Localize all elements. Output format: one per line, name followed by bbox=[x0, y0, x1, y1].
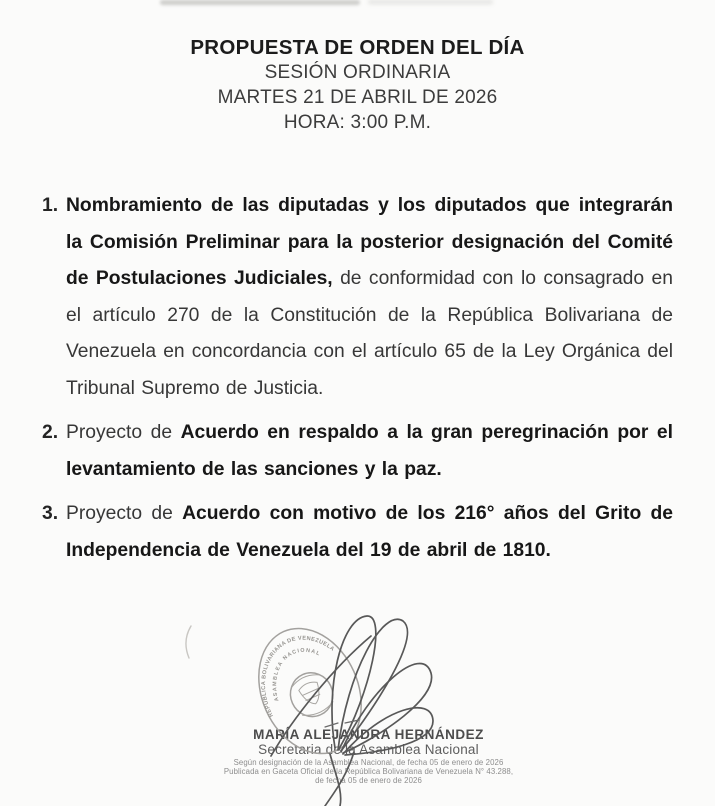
document-title: PROPUESTA DE ORDEN DEL DÍA bbox=[190, 36, 525, 59]
text-segment: Acuerdo en respaldo a la gran peregrinación por el levantamiento de las sanciones y la paz. bbox=[66, 422, 674, 480]
text-segment: Nombramiento de las diputadas y los diputados que integrarán la Comisión Preliminar para la posterior designación del Comité de Postulaciones Judiciales, bbox=[66, 195, 673, 289]
agenda-item-number: 3. bbox=[42, 503, 59, 524]
stamp-coat-of-arms bbox=[283, 666, 339, 723]
scan-artifact-curve bbox=[186, 626, 191, 658]
agenda-item-number: 1. bbox=[42, 195, 59, 216]
session-type: SESIÓN ORDINARIA bbox=[264, 62, 451, 83]
session-date: MARTES 21 DE ABRIL DE 2026 bbox=[217, 87, 498, 108]
designation-note-line: Según designación de la Asamblea Nacional, de fecha 05 de enero de 2026 bbox=[233, 758, 504, 767]
text-segment: Acuerdo con motivo de los 216° años del Grito de Independencia de Venezuela del 19 de abril de 1810. bbox=[66, 503, 674, 561]
document-header bbox=[0, 35, 715, 135]
agenda-item-2 bbox=[42, 415, 673, 488]
scan-artifact-top bbox=[160, 0, 360, 5]
agenda-item-1 bbox=[42, 188, 673, 407]
text-segment: Proyecto de bbox=[66, 422, 181, 443]
designation-note-line: de fecha 05 de enero de 2026 bbox=[315, 776, 422, 786]
agenda-item-3 bbox=[42, 496, 673, 569]
scan-artifact-top bbox=[368, 0, 493, 4]
agenda-item-text bbox=[66, 496, 673, 569]
agenda-item-number: 2. bbox=[42, 422, 59, 443]
stamp-ring-text-inner: ASAMBLEA NACIONAL bbox=[272, 647, 322, 702]
agenda-list bbox=[42, 188, 673, 577]
designation-note-line: Publicada en Gaceta Oficial de la República Bolivariana de Venezuela N° 43.288, bbox=[223, 767, 514, 777]
signer-designation-notes bbox=[11, 758, 715, 786]
text-segment: de conformidad con lo consagrado en el artículo 270 de la Constitución de la República Bolivariana de Venezuela en concordancia con el artículo 65 de la Ley Orgánica del Tribunal Supremo de Justicia. bbox=[66, 268, 673, 399]
agenda-item-text bbox=[66, 188, 673, 407]
signer-name: MARÍA ALEJANDRA HERNÁNDEZ bbox=[253, 727, 484, 742]
signer-role: Secretaria de la Asamblea Nacional bbox=[258, 742, 479, 757]
agenda-item-text bbox=[66, 415, 673, 488]
session-time: HORA: 3:00 P.M. bbox=[283, 112, 432, 133]
text-segment: Proyecto de bbox=[66, 503, 183, 524]
stamp-ring-text: REPÚBLICA BOLIVARIANA DE VENEZUELA bbox=[261, 635, 336, 718]
